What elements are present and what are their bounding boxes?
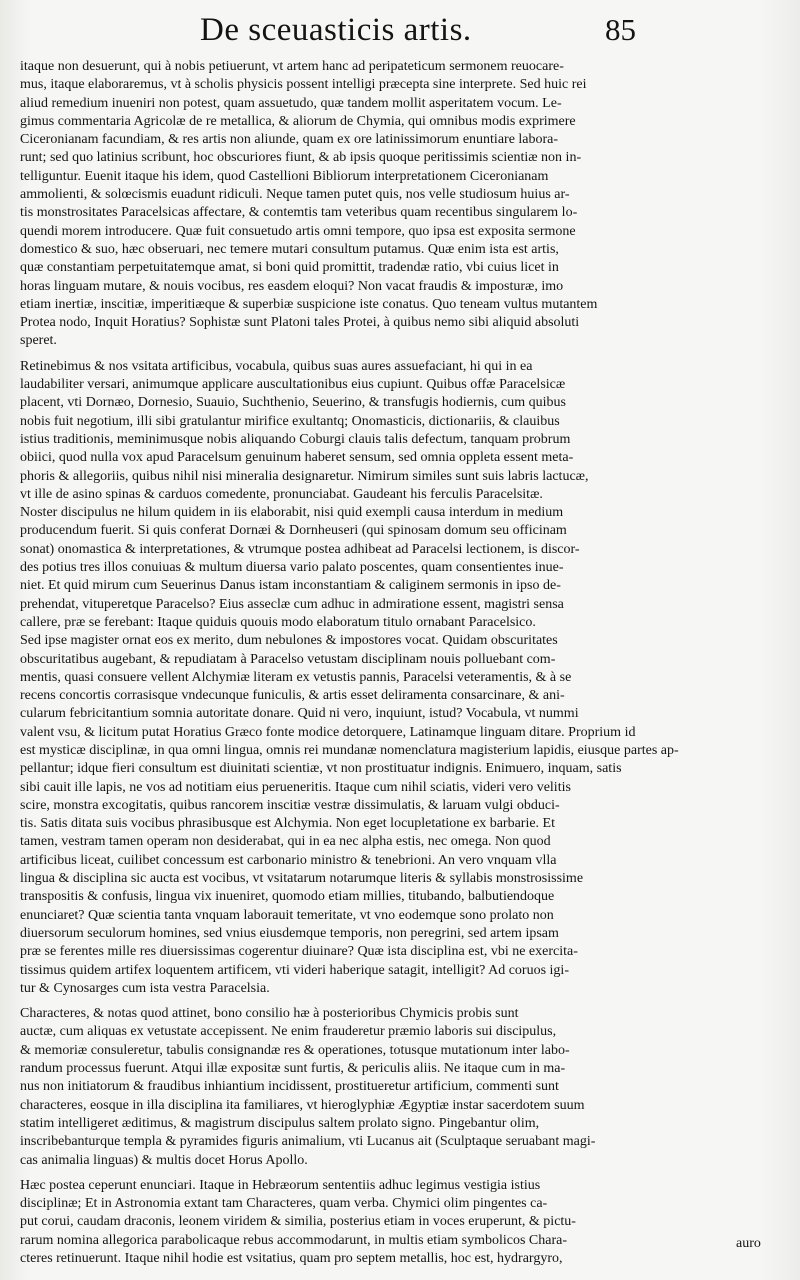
text-line: recens concortis corrasisque vndecunque funiculis, & artis esset deliramenta consarcinare, & ani-: [20, 688, 565, 704]
text-line: Sed ipse magister ornat eos ex merito, dum nebulones & impostores vocat. Quidam obscuritates: [20, 633, 558, 649]
text-line: transpositis & confusis, lingua vix inueniret, quomodo etiam millies, titubando, balbutiendoque: [20, 889, 555, 905]
text-line: obscuritatibus augebant, & repudiatam à Paracelso vetustam disciplinam nouis polluebant com-: [20, 651, 556, 667]
text-line: obiici, quod nulla vox apud Paracelsum genuinum haberet sensum, sed omnia oppleta essent meta-: [20, 450, 574, 466]
text-line: tissimus quidem artifex loquentem artificem, vti videri haberique satagit, intelligit? Ad coruos igi-: [20, 962, 569, 978]
text-line: laudabiliter versari, animumque applicare auscultationibus eius cupiunt. Quibus offæ Paracelsicæ: [20, 377, 566, 393]
running-title: De sceuasticis artis.: [200, 12, 472, 48]
body-text: [20, 58, 778, 1268]
text-line: etiam inertiæ, inscitiæ, imperitiæque & superbiæ suspicione iste conatus. Quo teneam vultus mutantem: [20, 296, 598, 312]
text-line: ammolienti, & solœcismis euadunt ridiculi. Neque tamen putet quis, nos velle studiosum huius ar-: [20, 187, 570, 203]
text-line: Protea nodo, Inquit Horatius? Sophistæ sunt Platoni tales Protei, à quibus nemo sibi aliquid absoluti: [20, 315, 580, 331]
text-line: aliud remedium inueniri non potest, quam assuetudo, quæ tandem mollit asperitatem vocum. Le-: [20, 95, 562, 111]
text-line: put corui, caudam draconis, leonem viridem & similia, posterius etiam in voces eruperunt, & pictu-: [20, 1214, 576, 1230]
text-line: prehendat, vituperetque Paracelso? Eius asseclæ cum adhuc in admiratione essent, magistri sensa: [20, 596, 564, 612]
text-line: artificibus liceat, cuilibet concessum est carbonario ministro & tenebrioni. An vero vnquam vlla: [20, 852, 557, 868]
text-line: sonat) onomastica & interpretationes, & vtrumque postea adhibeat ad Paracelsi lectionem, is discor-: [20, 541, 580, 557]
text-line: tamen, vestram tamen operam non desiderabat, qui in ea nec alpha estis, nec omega. Non quod: [20, 834, 551, 850]
text-line: inscribebanturque templa & pyramides figuris animalium, vti Lucanus ait (Sculptaque seruabant magi-: [20, 1134, 596, 1150]
page-number: 85: [605, 12, 636, 47]
text-line: randum processus fuerunt. Atqui illæ expositæ sunt furtis, & periculis aliis. Ne itaque cum in ma-: [20, 1061, 566, 1077]
text-line: telliguntur. Euenit itaque his idem, quod Castellioni Bibliorum interpretationem Ciceronianam: [20, 168, 549, 184]
text-line: auctæ, cum aliquas ex vetustate accepissent. Ne enim frauderetur præmio laboris sui discipulus,: [20, 1024, 557, 1040]
text-line: nobis fuit negotium, illi sibi gratulantur mirifice exultantq; Onomasticis, dictionariis, & clauibus: [20, 413, 560, 429]
text-line: cas animalia linguas) & multis docet Horus Apollo.: [20, 1152, 308, 1168]
paragraph-break: [20, 351, 778, 358]
text-line: producendum fuerit. Si quis conferat Dornæi & Dornheuseri (qui spinosam domum seu officinam: [20, 523, 567, 539]
text-line: mus, itaque elaboraremus, vt à scholis physicis possent intelligi præcepta sine interprete. Sed huic rei: [20, 77, 587, 93]
text-line: pellantur; idque fieri consultum est diuinitati scientiæ, vt non prostituatur indignis. Enimuero, inquam, satis: [20, 761, 622, 777]
text-line: Noster discipulus ne hilum quidem in iis elaborabit, nisi quid exempli causa interdum in medium: [20, 505, 564, 521]
text-line: Hæc postea ceperunt enunciari. Itaque in Hebræorum sententiis adhuc legimus vestigia istius: [20, 1177, 541, 1193]
text-line: callere, præ se ferebant: Itaque quiduis quouis modo elaboratum titulo ornabant Paracelsico.: [20, 614, 536, 630]
text-line: phoris & allegoriis, quibus nihil nisi mineralia designaretur. Nimirum similes sunt suis labris lactucæ,: [20, 468, 589, 484]
text-line: enunciaret? Quæ scientia tanta vnquam laborauit temeritate, vt vno eodemque sono prolato non: [20, 907, 554, 923]
text-line: gimus commentaria Agricolæ de re metallica, & aliorum de Chymia, qui omnibus modis exprimere: [20, 113, 576, 129]
text-line: tur & Cynosarges cum ista vestra Paracelsia.: [20, 980, 270, 996]
text-line: præ se ferentes mille res diuersissimas cogerentur diuinare? Quæ ista disciplina est, vbi ne exercita-: [20, 944, 578, 960]
text-line: domestico & suo, hæc obseruari, nec temere mutari consultum putamus. Quæ enim ista est artis,: [20, 241, 559, 257]
text-line: Characteres, & notas quod attinet, bono consilio hæ à posterioribus Chymicis probis sunt: [20, 1006, 519, 1022]
text-line: sibi cauit ille lapis, ne vos ad notitiam eius perueneritis. Itaque cum nihil sciatis, videri vero velitis: [20, 779, 571, 795]
text-line: tis. Satis ditata suis vocibus phrasibusque est Alchymia. Non eget locupletatione ex barbarie. Et: [20, 816, 555, 832]
text-line: cularum febricitantium somnia autoritate donare. Quid ni vero, inquiunt, istud? Vocabula, vt nummi: [20, 706, 579, 722]
catchword: auro: [736, 1236, 761, 1251]
text-line: itaque non desuerunt, qui à nobis petiuerunt, vt artem hanc ad peripateticum sermonem reuocare-: [20, 59, 564, 74]
text-line: runt; sed quo latinius scribunt, hoc obscuriores fiunt, & ab ipsis quoque peritissimis scientiæ non in-: [20, 150, 582, 166]
text-line: Ciceronianam facundiam, & res artis non aliunde, quam ex ore latinissimorum enuntiare labora-: [20, 132, 559, 148]
text-line: lingua & disciplina sic aucta est vocibus, vt vsitatarum notarumque literis & syllabis monstrosissime: [20, 871, 584, 887]
text-line: scire, monstra excogitatis, quibus rancorem inscitiæ vestræ dissimulatis, & laruam vulgi obduci-: [20, 797, 560, 813]
page-header: [200, 10, 670, 50]
text-line: istius traditionis, meminimusque nobis aliquando Coburgi clauis talis defectum, tanquam probrum: [20, 431, 571, 447]
paragraph-break: [20, 1170, 778, 1177]
text-line: niet. Et quid mirum cum Seuerinus Danus istam inconstantiam & caliginem sermonis in ipso de-: [20, 578, 561, 594]
text-line: quæ constantiam perpetuitatemque amat, si boni quid promittit, tradendæ ratio, vbi cuius licet in: [20, 260, 559, 276]
text-line: horas linguam mutare, & nouis vocibus, res easdem eloqui? Non vacat fraudis & imposturæ, imo: [20, 278, 564, 294]
text-line: rarum nomina allegorica parabolicaque rebus accommodarunt, in multis etiam symbolicos Chara-: [20, 1232, 567, 1248]
text-line: quendi morem introducere. Quæ fuit consuetudo artis omni tempore, quo ipsa est exposita sermone: [20, 223, 576, 239]
paragraph-break: [20, 998, 778, 1005]
text-line: valent vsu, & licitum putat Horatius Græco fonte modice detorquere, Latinamque linguam ditare. Proprium id: [20, 724, 636, 740]
text-line: characteres, eosque in illa disciplina ita familiares, vt hieroglyphiæ Ægyptiæ instar sacerdotem suum: [20, 1097, 585, 1113]
text-line: speret.: [20, 333, 57, 349]
text-line: mentis, quasi consuere vellent Alchymiæ literam ex vetustis pannis, Paracelsi veteramentis, & à se: [20, 669, 572, 685]
text-line: tis monstrositates Paracelsicas affectare, & contemtis tam veteribus quam recentibus singularem lo-: [20, 205, 578, 221]
text-line: disciplinæ; Et in Astronomia extant tam Characteres, quam verba. Chymici olim pingentes ca-: [20, 1196, 548, 1212]
text-line: Retinebimus & nos vsitata artificibus, vocabula, quibus suas aures assuefaciant, hi qui in ea: [20, 358, 533, 374]
text-line: & memoriæ consuleretur, tabulis consignandæ res & operationes, totusque mutationum inter labo-: [20, 1042, 570, 1058]
text-line: vt ille de asino spinas & carduos comedente, pronunciabat. Gaudeant his ferculis Paracelsitæ.: [20, 486, 543, 502]
text-line: diuersorum seculorum homines, sed vnius eiusdemque temporis, non peregrini, sed artem ipsam: [20, 925, 559, 941]
text-line: statim intelligeret æditimus, & magistrum discipulus saltem prolato signo. Pingebantur olim,: [20, 1115, 540, 1131]
text-line: est mysticæ disciplinæ, in qua omni lingua, omnis rei mundanæ nomenclatura magisterium lapidis, eiusque partes ap-: [20, 742, 679, 758]
text-line: nus non initiatorum & fraudibus inhiantium incidissent, prostitueretur artificium, commenti sunt: [20, 1079, 559, 1095]
text-line: placent, vti Dornæo, Dornesio, Suauio, Suchthenio, Seuerino, & transfugis hodiernis, cum quibus: [20, 395, 566, 411]
text-line: cteres retinuerunt. Itaque nihil hodie est vsitatius, quam pro septem metallis, hoc est, hydrargyro,: [20, 1251, 563, 1266]
text-line: des potius tres illos conuiuas & multum diuersa vario palato poscentes, quam consentientes inue-: [20, 560, 564, 576]
